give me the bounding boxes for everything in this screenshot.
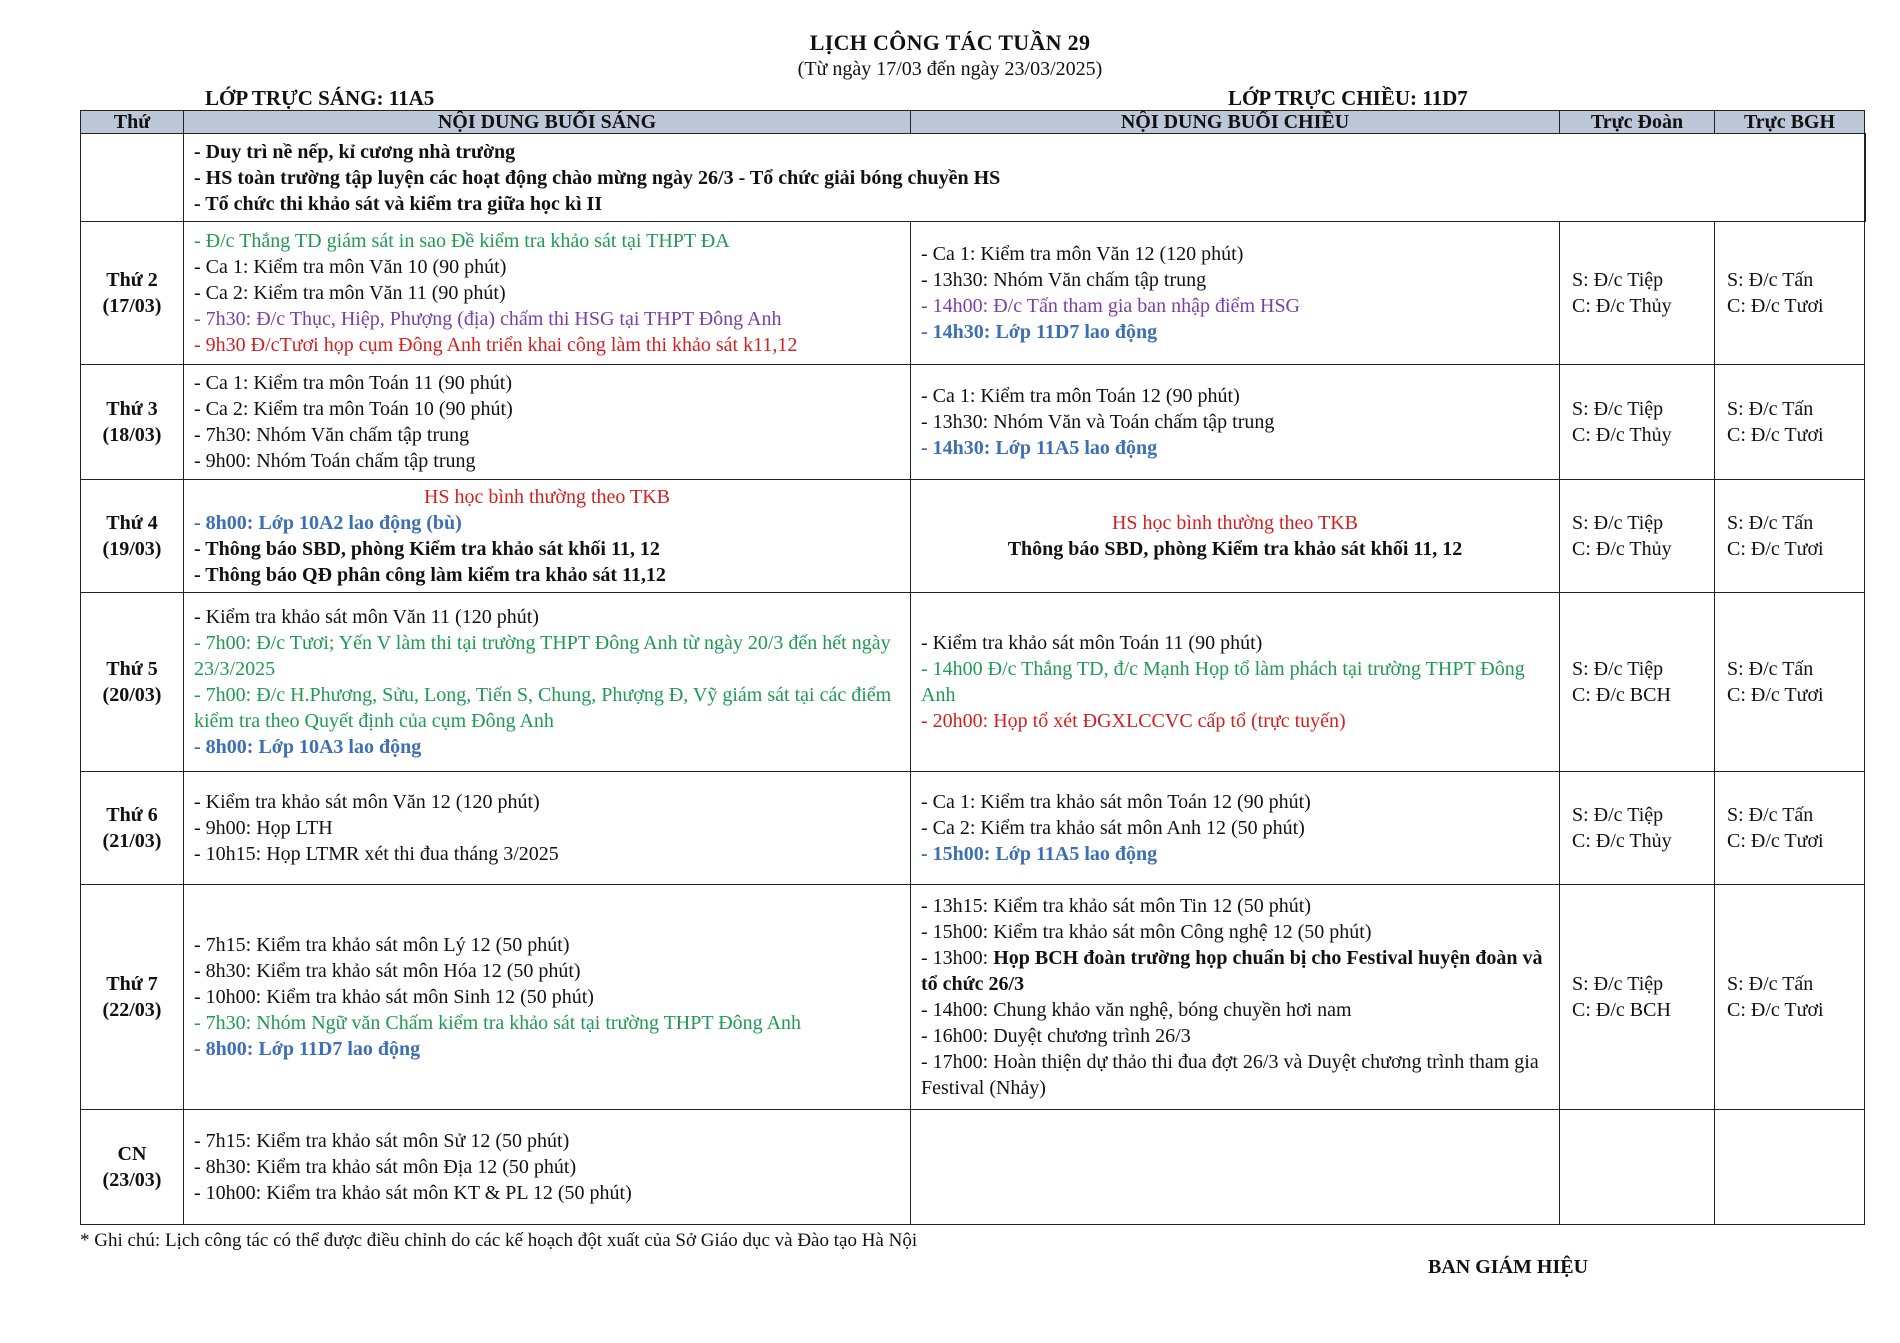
morning-activity: - 8h00: Lớp 10A2 lao động (bù) xyxy=(194,512,462,534)
col-header-union-duty: Trực Đoàn xyxy=(1560,111,1715,134)
col-header-morning: NỘI DUNG BUỔI SÁNG xyxy=(184,111,911,134)
afternoon-activity: - 14h00 Đ/c Thắng TD, đ/c Mạnh Họp tổ làm phách tại trường THPT Đông Anh xyxy=(921,658,1525,706)
afternoon-activity: - Ca 1: Kiểm tra môn Toán 12 (90 phút) xyxy=(921,385,1240,407)
board-duty-person: C: Đ/c Tươi xyxy=(1727,684,1824,706)
board-duty-person: C: Đ/c Tươi xyxy=(1727,830,1824,852)
afternoon-activity: - 15h00: Lớp 11A5 lao động xyxy=(921,843,1158,865)
day-cell xyxy=(81,885,184,1110)
date-range: (Từ ngày 17/03 đến ngày 23/03/2025) xyxy=(797,58,1103,80)
afternoon-activity: - 14h30: Lớp 11A5 lao động xyxy=(921,437,1158,459)
morning-activity: - 10h00: Kiểm tra khảo sát môn Sinh 12 (50 phút) xyxy=(194,986,594,1008)
union-duty-person: C: Đ/c BCH xyxy=(1572,684,1671,706)
union-duty-cell xyxy=(1560,480,1715,593)
afternoon-activity: - Ca 1: Kiểm tra khảo sát môn Toán 12 (90 phút) xyxy=(921,791,1311,813)
signature-block: BAN GIÁM HIỆU xyxy=(1428,1256,1589,1278)
board-duty-person: S: Đ/c Tấn xyxy=(1727,269,1814,291)
morning-activity: - 8h00: Lớp 10A3 lao động xyxy=(194,736,422,758)
morning-content-cell xyxy=(184,480,911,593)
morning-activity: - 9h00: Họp LTH xyxy=(194,817,333,839)
day-date: (22/03) xyxy=(102,999,162,1021)
union-duty-person: S: Đ/c Tiệp xyxy=(1572,512,1664,534)
morning-activity: - Thông báo SBD, phòng Kiểm tra khảo sát khối 11, 12 xyxy=(194,538,660,560)
morning-activity: - 8h00: Lớp 11D7 lao động xyxy=(194,1038,421,1060)
board-duty-person: C: Đ/c Tươi xyxy=(1727,999,1824,1021)
day-date: (23/03) xyxy=(102,1169,162,1191)
day-date: (17/03) xyxy=(102,295,162,317)
morning-content-cell xyxy=(184,1110,911,1225)
afternoon-content-cell xyxy=(911,365,1560,480)
board-duty-cell xyxy=(1715,593,1865,772)
morning-activity: - 10h00: Kiểm tra khảo sát môn KT & PL 12 (50 phút) xyxy=(194,1182,632,1204)
activity-bold-text: Họp BCH đoàn trường họp chuẩn bị cho Festival huyện đoàn và tổ chức 26/3 xyxy=(921,947,1543,995)
board-duty-person: S: Đ/c Tấn xyxy=(1727,512,1814,534)
morning-activity: - 7h30: Nhóm Văn chấm tập trung xyxy=(194,424,470,446)
afternoon-activity: - 14h00: Đ/c Tấn tham gia ban nhập điểm HSG xyxy=(921,295,1301,317)
morning-content-cell xyxy=(184,885,911,1110)
morning-activity: - 10h15: Họp LTMR xét thi đua tháng 3/2025 xyxy=(194,843,559,865)
afternoon-content-cell xyxy=(911,1110,1560,1225)
footnote: * Ghi chú: Lịch công tác có thể được điều chỉnh do các kế hoạch đột xuất của Sở Giáo dục và Đào tạo Hà Nội xyxy=(80,1230,918,1251)
union-duty-person: S: Đ/c Tiệp xyxy=(1572,398,1664,420)
board-duty-person: C: Đ/c Tươi xyxy=(1727,538,1824,560)
board-duty-cell xyxy=(1715,480,1865,593)
day-date: (21/03) xyxy=(102,830,162,852)
morning-content-cell xyxy=(184,593,911,772)
morning-activity: HS học bình thường theo TKB xyxy=(423,486,671,508)
general-notes-cell xyxy=(184,134,1865,222)
morning-activity: - Đ/c Thắng TD giám sát in sao Đề kiểm tra khảo sát tại THPT ĐA xyxy=(194,230,730,252)
col-header-day: Thứ xyxy=(81,111,184,134)
morning-activity: - Ca 2: Kiểm tra môn Văn 11 (90 phút) xyxy=(194,282,506,304)
day-cell xyxy=(81,772,184,885)
union-duty-person: C: Đ/c BCH xyxy=(1572,999,1671,1021)
day-name: Thứ 3 xyxy=(106,398,158,420)
union-duty-person: C: Đ/c Thủy xyxy=(1572,538,1672,560)
afternoon-activity: - Kiểm tra khảo sát môn Toán 11 (90 phút) xyxy=(921,632,1263,654)
morning-activity: - Ca 1: Kiểm tra môn Văn 10 (90 phút) xyxy=(194,256,507,278)
afternoon-content-cell xyxy=(911,772,1560,885)
morning-activity: - Kiểm tra khảo sát môn Văn 11 (120 phút) xyxy=(194,606,539,628)
morning-activity: - 7h00: Đ/c H.Phương, Sửu, Long, Tiến S, Chung, Phượng Đ, Vỹ giám sát tại các điểm kiểm tra theo Quyết định của cụm Đông Anh xyxy=(194,684,892,732)
board-duty-cell xyxy=(1715,222,1865,365)
day-date: (18/03) xyxy=(102,424,162,446)
morning-activity: - Thông báo QĐ phân công làm kiểm tra khảo sát 11,12 xyxy=(194,564,666,586)
board-duty-cell xyxy=(1715,365,1865,480)
morning-content-cell xyxy=(184,772,911,885)
afternoon-content-cell xyxy=(911,480,1560,593)
board-duty-person: S: Đ/c Tấn xyxy=(1727,973,1814,995)
col-header-afternoon: NỘI DUNG BUỔI CHIỀU xyxy=(911,111,1560,134)
morning-activity: - 8h30: Kiểm tra khảo sát môn Hóa 12 (50 phút) xyxy=(194,960,581,982)
morning-content-cell xyxy=(184,365,911,480)
afternoon-content-cell xyxy=(911,885,1560,1110)
morning-activity: - Ca 1: Kiểm tra môn Toán 11 (90 phút) xyxy=(194,372,512,394)
union-duty-cell xyxy=(1560,772,1715,885)
union-duty-person: C: Đ/c Thủy xyxy=(1572,295,1672,317)
board-duty-person: C: Đ/c Tươi xyxy=(1727,424,1824,446)
morning-activity: - 7h00: Đ/c Tươi; Yến V làm thi tại trường THPT Đông Anh từ ngày 20/3 đến hết ngày 23/3/2025 xyxy=(194,632,891,680)
day-cell xyxy=(81,222,184,365)
afternoon-activity: - 14h00: Chung khảo văn nghệ, bóng chuyền hơi nam xyxy=(921,999,1352,1021)
afternoon-content-cell xyxy=(911,222,1560,365)
union-duty-cell xyxy=(1560,365,1715,480)
afternoon-activity: Thông báo SBD, phòng Kiểm tra khảo sát khối 11, 12 xyxy=(1007,538,1463,560)
header-row xyxy=(81,111,1865,134)
col-header-board-duty: Trực BGH xyxy=(1715,111,1865,134)
day-cell xyxy=(81,593,184,772)
day-row xyxy=(81,222,1865,365)
day-date: (19/03) xyxy=(102,538,162,560)
day-name: CN xyxy=(117,1143,147,1165)
activity-time: - 13h00: xyxy=(921,947,994,969)
afternoon-activity: - 13h30: Nhóm Văn chấm tập trung xyxy=(921,269,1207,291)
day-name: Thứ 2 xyxy=(106,269,158,291)
afternoon-activity: - 17h00: Hoàn thiện dự thảo thi đua đợt 26/3 và Duyệt chương trình tham gia Festival (Nhảy) xyxy=(921,1051,1539,1099)
day-name: Thứ 6 xyxy=(106,804,158,826)
day-date: (20/03) xyxy=(102,684,162,706)
afternoon-activity xyxy=(921,945,1549,997)
union-duty-cell xyxy=(1560,885,1715,1110)
afternoon-content-cell xyxy=(911,593,1560,772)
day-row xyxy=(81,365,1865,480)
afternoon-activity: - 13h30: Nhóm Văn và Toán chấm tập trung xyxy=(921,411,1275,433)
general-note: - HS toàn trường tập luyện các hoạt động chào mừng ngày 26/3 - Tổ chức giải bóng chuyền HS xyxy=(194,166,1001,189)
board-duty-cell xyxy=(1715,885,1865,1110)
day-cell xyxy=(81,365,184,480)
afternoon-activity: - Ca 2: Kiểm tra khảo sát môn Anh 12 (50 phút) xyxy=(921,817,1305,839)
board-duty-person: S: Đ/c Tấn xyxy=(1727,398,1814,420)
morning-activity: - 9h30 Đ/cTươi họp cụm Đông Anh triển khai công làm thi khảo sát k11,12 xyxy=(194,334,798,356)
afternoon-activity: - 13h15: Kiểm tra khảo sát môn Tin 12 (50 phút) xyxy=(921,895,1311,917)
day-row xyxy=(81,480,1865,593)
document-title: LỊCH CÔNG TÁC TUẦN 29 xyxy=(809,30,1091,55)
board-duty-cell xyxy=(1715,1110,1865,1225)
morning-activity: - 8h30: Kiểm tra khảo sát môn Địa 12 (50 phút) xyxy=(194,1156,577,1178)
union-duty-person: S: Đ/c Tiệp xyxy=(1572,658,1664,680)
board-duty-person: C: Đ/c Tươi xyxy=(1727,295,1824,317)
day-cell xyxy=(81,1110,184,1225)
afternoon-activity: - 20h00: Họp tổ xét ĐGXLCCVC cấp tổ (trực tuyến) xyxy=(921,710,1346,732)
day-row xyxy=(81,1110,1865,1225)
general-note: - Tổ chức thi khảo sát và kiểm tra giữa học kì II xyxy=(194,192,603,215)
general-note: - Duy trì nề nếp, kỉ cương nhà trường xyxy=(194,140,516,163)
day-row xyxy=(81,885,1865,1110)
morning-activity: - 7h30: Nhóm Ngữ văn Chấm kiểm tra khảo sát tại trường THPT Đông Anh xyxy=(194,1012,802,1034)
afternoon-activity: - 15h00: Kiểm tra khảo sát môn Công nghệ 12 (50 phút) xyxy=(921,921,1372,943)
union-duty-cell xyxy=(1560,222,1715,365)
union-duty-person: S: Đ/c Tiệp xyxy=(1572,973,1664,995)
schedule-body xyxy=(81,134,1865,1225)
schedule-table xyxy=(80,110,1866,1225)
afternoon-activity: - 16h00: Duyệt chương trình 26/3 xyxy=(921,1025,1191,1047)
day-name: Thứ 4 xyxy=(106,512,158,534)
board-duty-cell xyxy=(1715,772,1865,885)
afternoon-activity: - 14h30: Lớp 11D7 lao động xyxy=(921,321,1158,343)
union-duty-person: C: Đ/c Thủy xyxy=(1572,424,1672,446)
day-name: Thứ 5 xyxy=(106,658,158,680)
day-row xyxy=(81,593,1865,772)
union-duty-cell xyxy=(1560,1110,1715,1225)
morning-activity: - 7h30: Đ/c Thục, Hiệp, Phượng (địa) chấm thi HSG tại THPT Đông Anh xyxy=(194,308,782,330)
union-duty-person: S: Đ/c Tiệp xyxy=(1572,269,1664,291)
board-duty-person: S: Đ/c Tấn xyxy=(1727,658,1814,680)
morning-content-cell xyxy=(184,222,911,365)
day-cell xyxy=(81,480,184,593)
general-notes-row xyxy=(81,134,1865,222)
day-name: Thứ 7 xyxy=(106,973,158,995)
afternoon-activity: - Ca 1: Kiểm tra môn Văn 12 (120 phút) xyxy=(921,243,1244,265)
morning-duty-class: LỚP TRỰC SÁNG: 11A5 xyxy=(205,86,435,110)
general-notes-spacer xyxy=(81,134,184,222)
morning-activity: - 7h15: Kiểm tra khảo sát môn Sử 12 (50 phút) xyxy=(194,1130,570,1152)
union-duty-person: C: Đ/c Thủy xyxy=(1572,830,1672,852)
morning-activity: - 9h00: Nhóm Toán chấm tập trung xyxy=(194,450,476,472)
union-duty-person: S: Đ/c Tiệp xyxy=(1572,804,1664,826)
day-row xyxy=(81,772,1865,885)
morning-activity: - Ca 2: Kiểm tra môn Toán 10 (90 phút) xyxy=(194,398,513,420)
afternoon-activity: HS học bình thường theo TKB xyxy=(1111,512,1359,534)
afternoon-duty-class: LỚP TRỰC CHIỀU: 11D7 xyxy=(1228,86,1468,110)
union-duty-cell xyxy=(1560,593,1715,772)
morning-activity: - 7h15: Kiểm tra khảo sát môn Lý 12 (50 phút) xyxy=(194,934,570,956)
morning-activity: - Kiểm tra khảo sát môn Văn 12 (120 phút) xyxy=(194,791,540,813)
board-duty-person: S: Đ/c Tấn xyxy=(1727,804,1814,826)
